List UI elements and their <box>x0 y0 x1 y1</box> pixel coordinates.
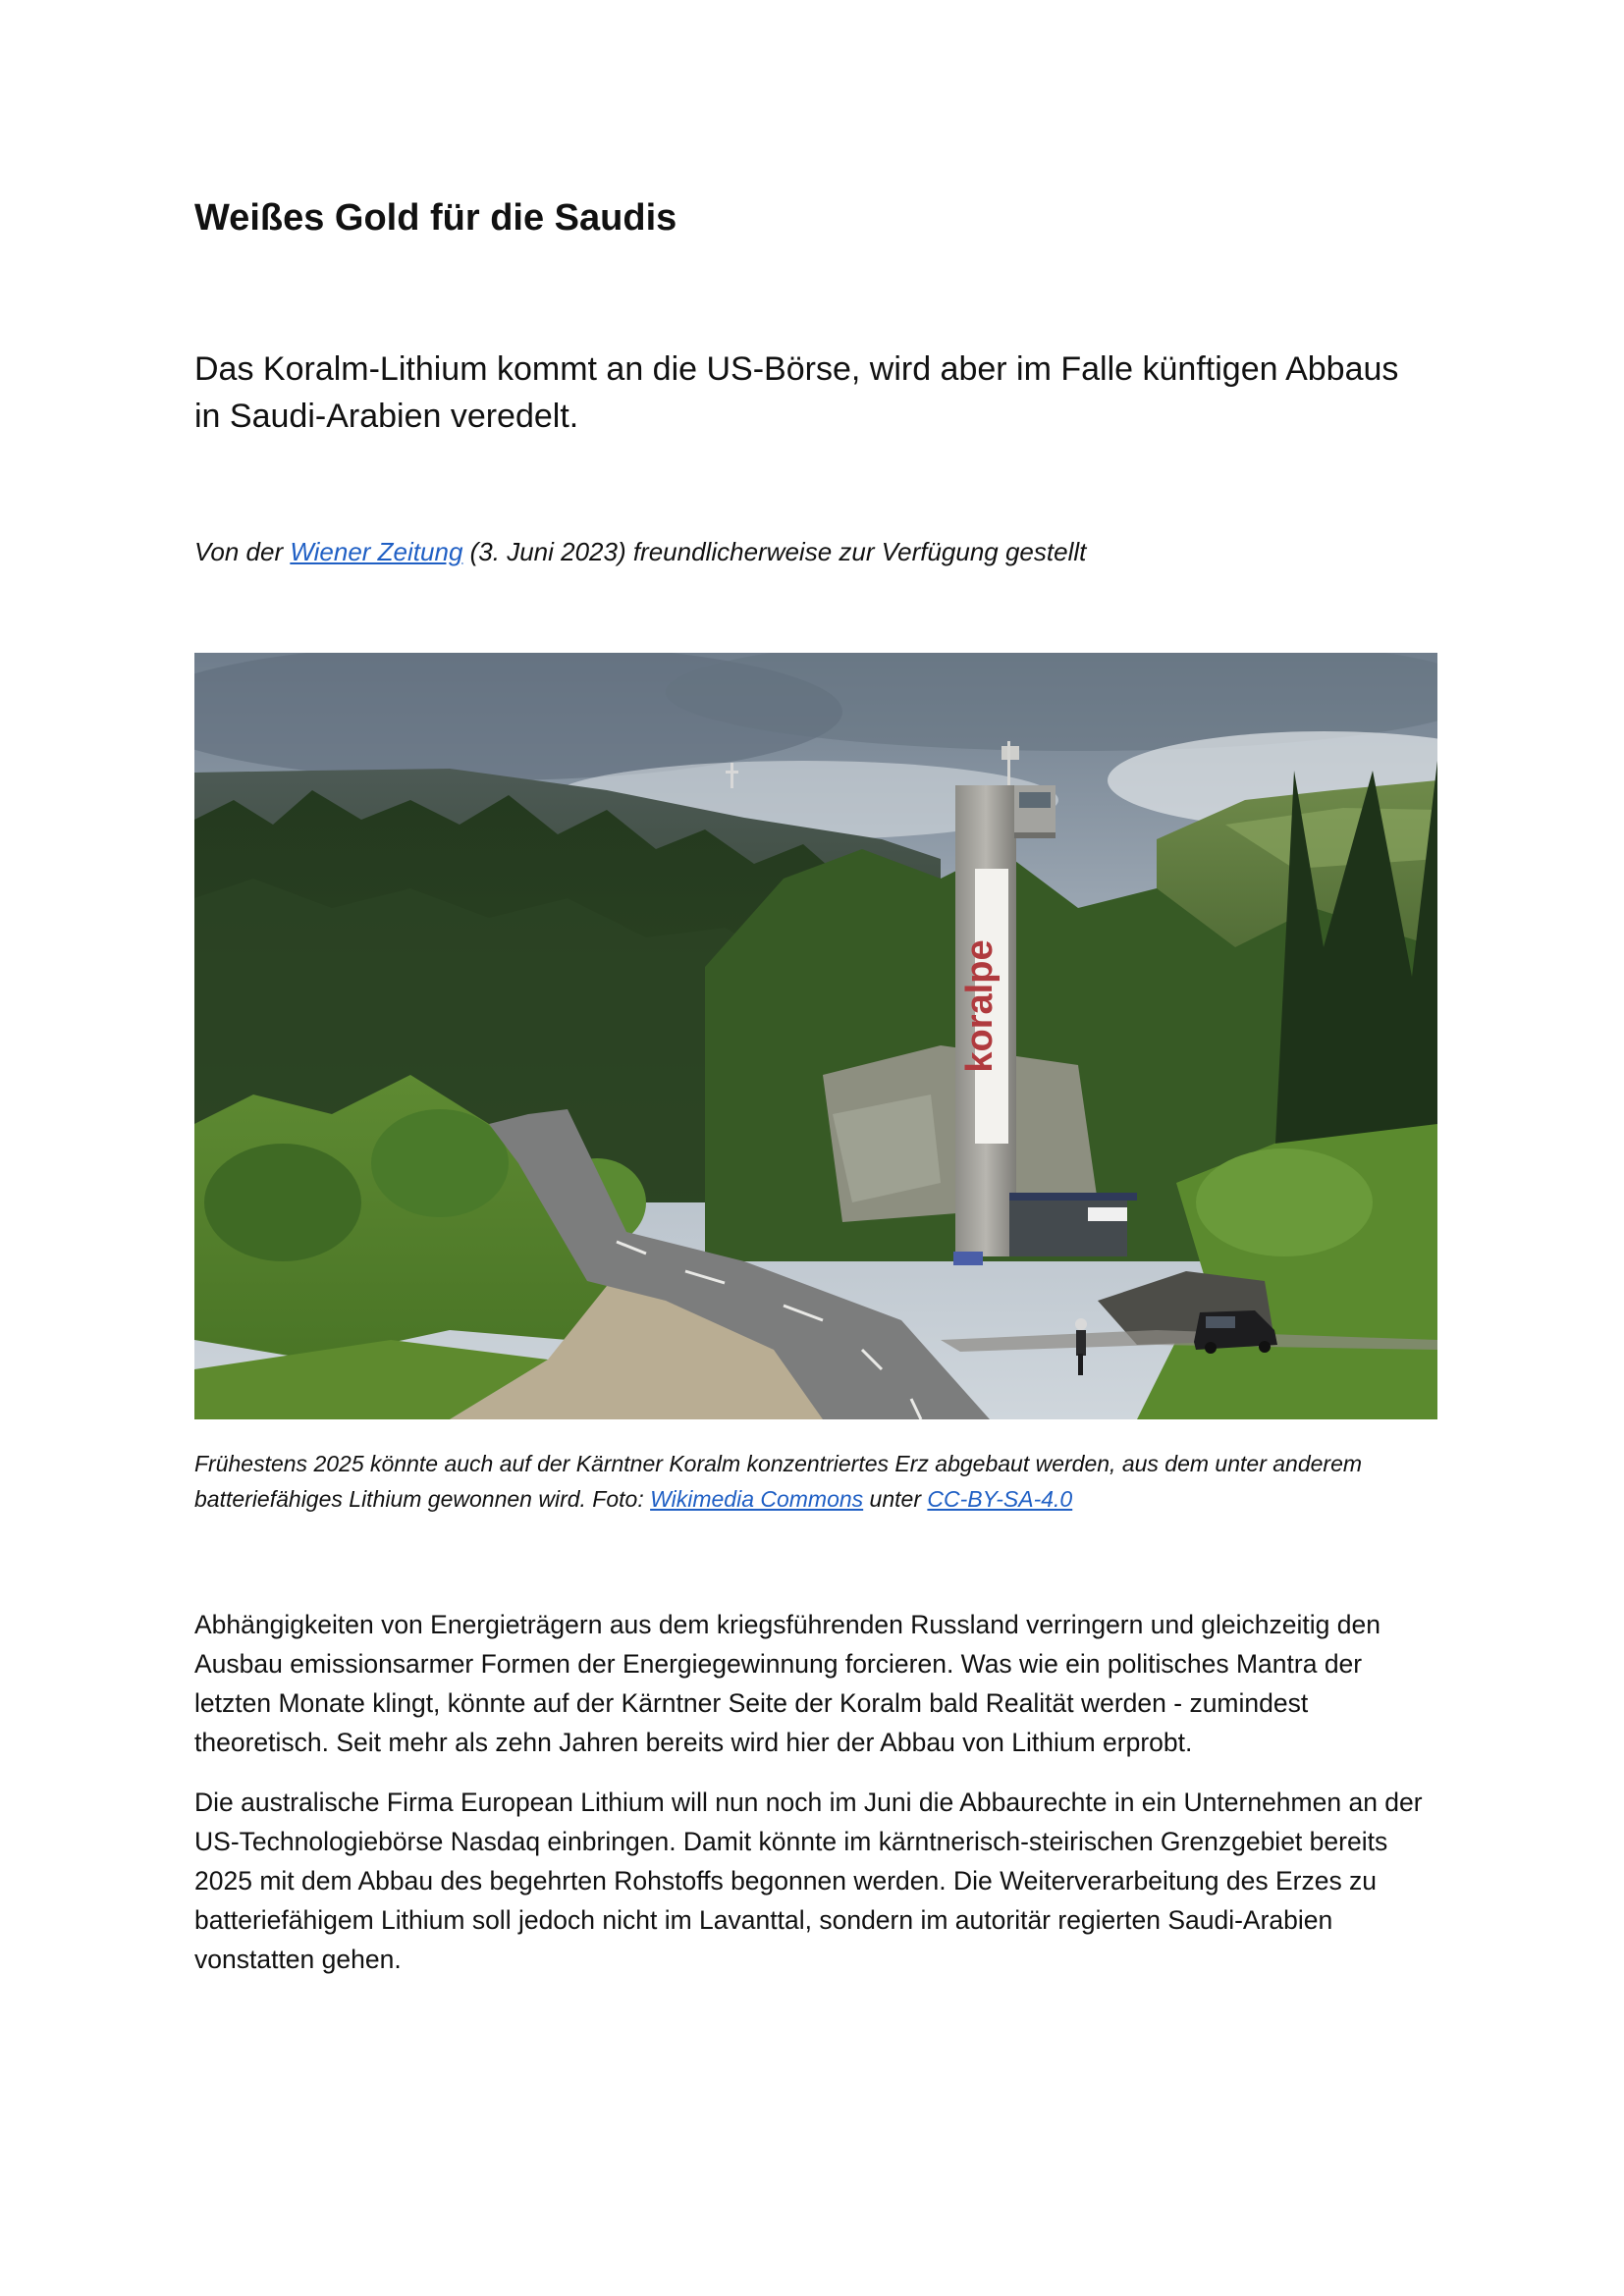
article-photo <box>194 653 1437 1419</box>
article-subtitle: Das Koralm-Lithium kommt an die US-Börse, wird aber im Falle künftigen Abbaus in Saudi-Arabien veredelt. <box>194 350 1399 435</box>
credit-suffix: (3. Juni 2023) freundlicherweise zur Verfügung gestellt <box>462 537 1087 566</box>
wikimedia-commons-link[interactable]: Wikimedia Commons <box>650 1486 864 1512</box>
license-link[interactable]: CC-BY-SA-4.0 <box>927 1486 1073 1512</box>
koralpe-tower-photo <box>194 653 1437 1419</box>
caption-text: Frühestens 2025 könnte auch auf der Kärntner Koralm konzentriertes Erz abgebaut werden, aus dem unter anderem batteriefähiges Lithium gewonnen wird. Foto: <box>194 1451 1363 1512</box>
wiener-zeitung-link[interactable]: Wiener Zeitung <box>290 537 463 566</box>
credit-prefix: Von der <box>194 537 291 566</box>
article-title: Weißes Gold für die Saudis <box>194 197 677 239</box>
source-credit <box>194 534 1086 569</box>
tower-sign-text: koralpe <box>959 939 1001 1073</box>
caption-between: unter <box>863 1486 928 1512</box>
cyclist <box>1076 1330 1086 1356</box>
tower-base-building <box>1009 1198 1127 1256</box>
photo-caption <box>194 1446 1437 1517</box>
body-paragraph-2: Die australische Firma European Lithium will nun noch im Juni die Abbaurechte in ein Unternehmen an der US-Technologiebörse Nasdaq einbringen. Damit könnte im kärntnerisch-steirischen Grenzgebiet bereits 2025 mit dem Abbau des begehrten Rohstoffs begonnen werden. Die Weiterverarbeitung des Erzes zu batteriefähigem Lithium soll jedoch nicht im Lavanttal, sondern im autoritär regierten Saudi-Arabien vonstatten gehen. <box>194 1788 1423 1974</box>
body-paragraph-1: Abhängigkeiten von Energieträgern aus dem kriegsführenden Russland verringern und gleichzeitig den Ausbau emissionsarmer Formen der Energiegewinnung forcieren. Was wie ein politisches Mantra der letzten Monate klingt, könnte auf der Kärntner Seite der Koralm bald Realität werden - zumindest theoretisch. Seit mehr als zehn Jahren bereits wird hier der Abbau von Lithium erprobt. <box>194 1610 1380 1757</box>
